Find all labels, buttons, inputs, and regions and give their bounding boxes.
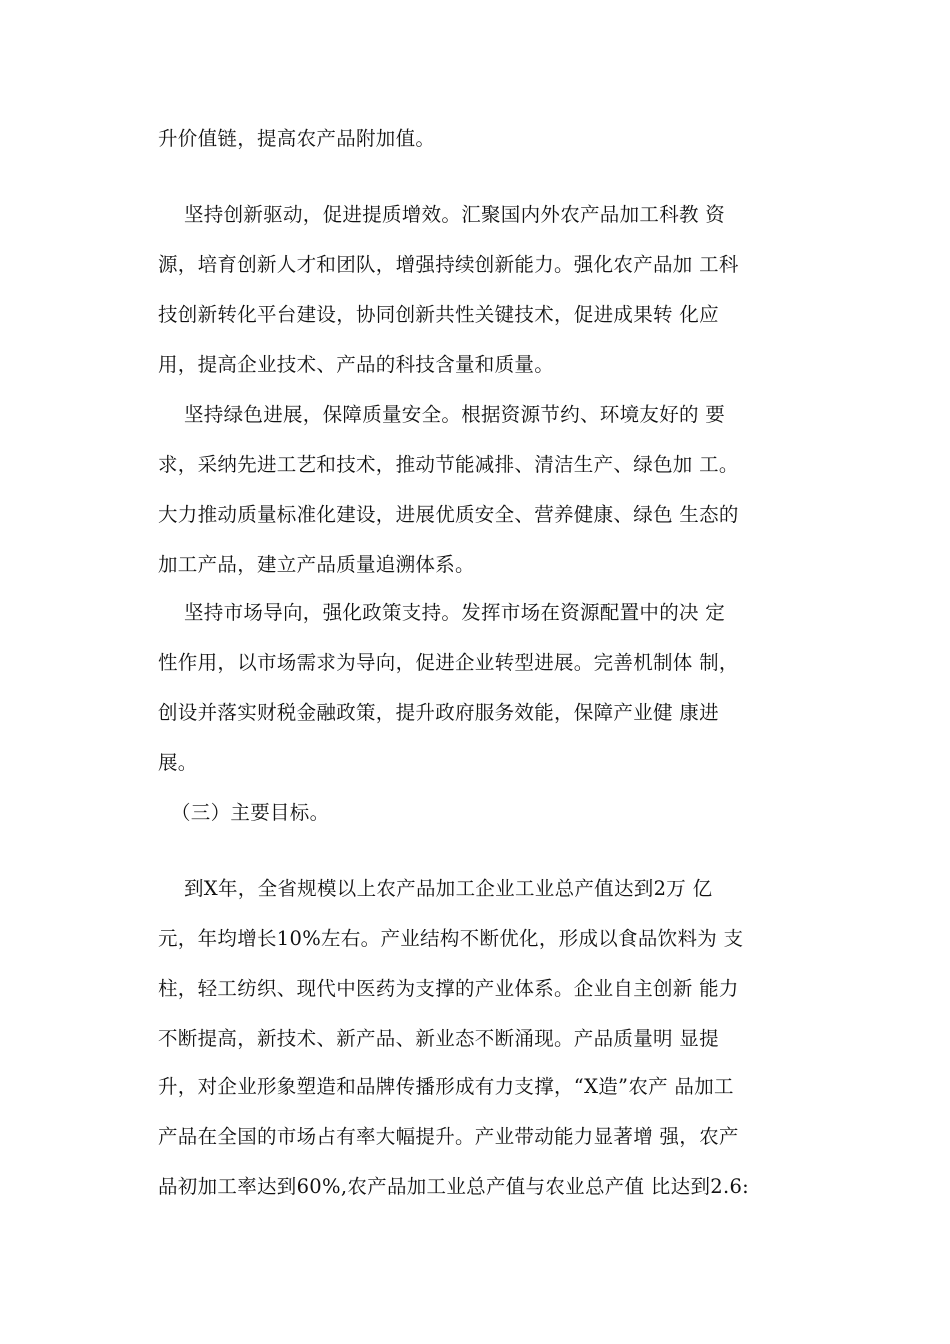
text-line: 升，对企业形象塑造和品牌传播形成有力支撑，“X造”农产 品加工 — [158, 1075, 734, 1098]
text-line: 坚持绿色进展，保障质量安全。根据资源节约、环境友好的 要 — [158, 403, 726, 426]
text-line: 求，采纳先进工艺和技术，推动节能减排、清洁生产、绿色加 工。 — [158, 453, 739, 476]
text-line: 创设并落实财税金融政策，提升政府服务效能，保障产业健 康进 — [158, 701, 719, 724]
text-line: 产品在全国的市场占有率大幅提升。产业带动能力显著增 强，农产 — [158, 1125, 739, 1148]
section-heading: （三）主要目标。 — [158, 801, 330, 824]
text-line: 大力推动质量标准化建设，进展优质安全、营养健康、绿色 生态的 — [158, 503, 739, 526]
text-line: 展。 — [158, 751, 198, 774]
text-line: 技创新转化平台建设，协同创新共性关键技术，促进成果转 化应 — [158, 303, 719, 326]
text-line: 到X年，全省规模以上农产品加工企业工业总产值达到2万 亿 — [158, 877, 713, 900]
text-line: 升价值链，提高农产品附加值。 — [158, 127, 436, 150]
text-line: 加工产品，建立产品质量追溯体系。 — [158, 553, 475, 576]
text-line: 源，培育创新人才和团队，增强持续创新能力。强化农产品加 工科 — [158, 253, 739, 276]
text-line: 不断提高，新技术、新产品、新业态不断涌现。产品质量明 显提 — [158, 1027, 719, 1050]
text-line: 柱，轻工纺织、现代中医药为支撑的产业体系。企业自主创新 能力 — [158, 977, 739, 1000]
text-line: 用，提高企业技术、产品的科技含量和质量。 — [158, 353, 555, 376]
text-line: 坚持创新驱动，促进提质增效。汇聚国内外农产品加工科教 资 — [158, 203, 726, 226]
text-line: 品初加工率达到60%,农产品加工业总产值与农业总产值 比达到2.6: — [158, 1175, 750, 1198]
text-line: 性作用，以市场需求为导向，促进企业转型进展。完善机制体 制， — [158, 651, 739, 674]
text-line: 元，年均增长10%左右。产业结构不断优化，形成以食品饮料为 支 — [158, 927, 744, 950]
text-line: 坚持市场导向，强化政策支持。发挥市场在资源配置中的决 定 — [158, 601, 726, 624]
